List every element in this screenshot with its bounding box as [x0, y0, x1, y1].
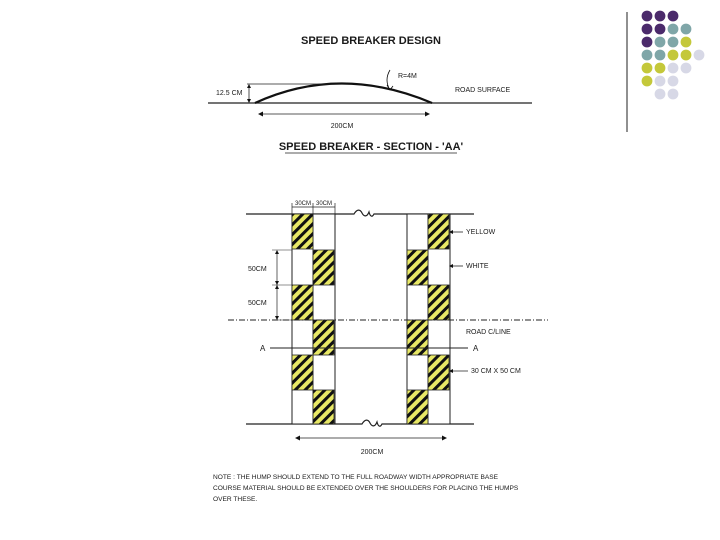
left-stripe	[292, 214, 335, 424]
height-label: 12.5 CM	[216, 90, 243, 97]
yellow-block	[313, 320, 334, 355]
yellow-label: YELLOW	[466, 229, 496, 236]
radius-arrow	[387, 70, 393, 90]
plan-width-label: 200CM	[360, 449, 384, 456]
note-line: OVER THESE.	[213, 496, 258, 503]
yellow-block	[428, 214, 449, 249]
yellow-block	[407, 390, 428, 424]
yellow-block	[292, 355, 313, 390]
note-line: NOTE : THE HUMP SHOULD EXTEND TO THE FULL ROADWAY WIDTH APPROPRIATE BASE	[213, 474, 499, 481]
profile-length-arrow-right	[425, 112, 430, 117]
plan-title: SPEED BREAKER - SECTION - 'AA'	[278, 141, 464, 153]
yellow-block	[407, 320, 428, 355]
note-line: COURSE MATERIAL SHOULD BE EXTENDED OVER THE SHOULDERS FOR PLACING THE HUMPS	[213, 485, 519, 492]
yellow-block	[407, 250, 428, 285]
yellow-block	[292, 285, 313, 320]
yellow-block	[313, 250, 334, 285]
right-stripe	[407, 214, 450, 424]
yellow-block	[428, 355, 449, 390]
road-surface-label: ROAD SURFACE	[455, 87, 511, 94]
column-width-label: 30CM	[315, 201, 333, 207]
yellow-block	[292, 214, 313, 249]
section-mark-left: A	[260, 344, 266, 353]
white-label: WHITE	[466, 263, 489, 270]
block-height-label: 50CM	[248, 300, 267, 307]
block-size-label: 30 CM X 50 CM	[471, 368, 521, 375]
yellow-block	[428, 285, 449, 320]
profile-title: SPEED BREAKER DESIGN	[301, 35, 441, 47]
profile-length-label: 200CM	[330, 123, 354, 130]
centerline-label: ROAD C/LINE	[466, 329, 511, 336]
profile-length-arrow-left	[258, 112, 263, 117]
section-mark-right: A	[473, 344, 479, 353]
block-height-label: 50CM	[248, 266, 267, 273]
height-arrow-top	[247, 84, 251, 88]
radius-label: R=4M	[398, 73, 417, 80]
column-width-label: 30CM	[294, 201, 312, 207]
yellow-block	[313, 390, 334, 424]
hump-arc	[255, 84, 432, 104]
